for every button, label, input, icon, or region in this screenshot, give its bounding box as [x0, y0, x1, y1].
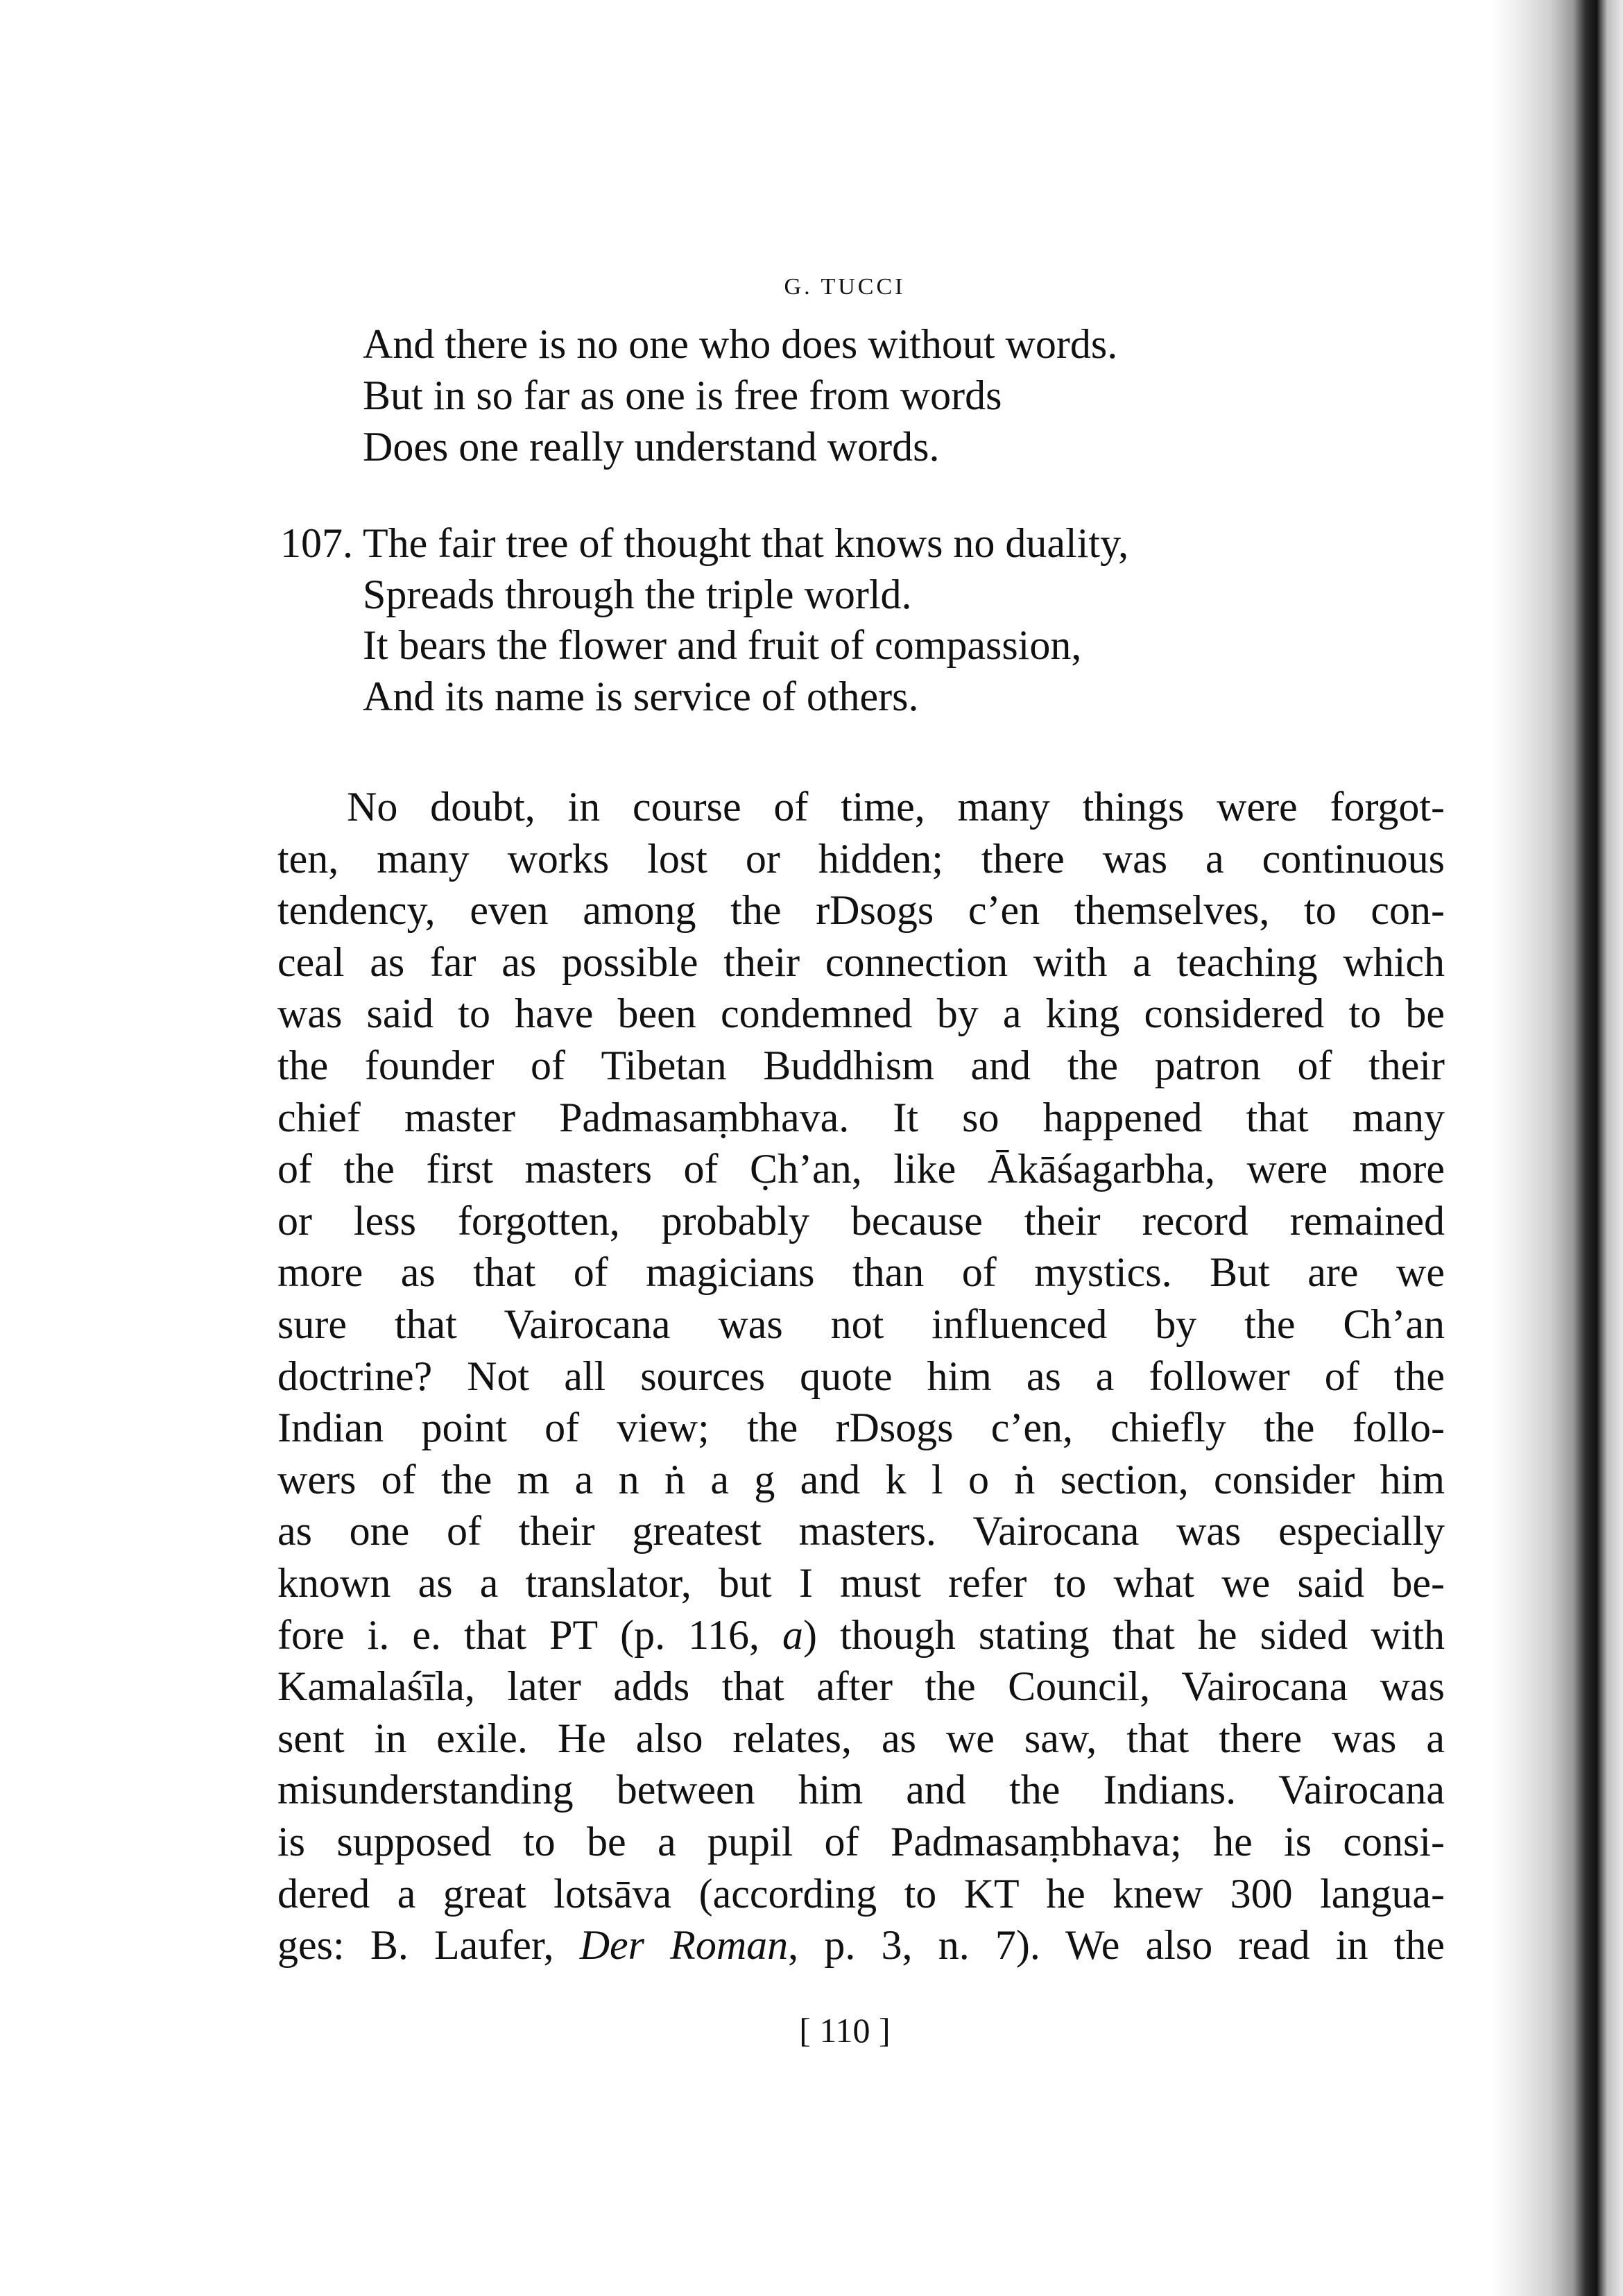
paragraph-line: wers of the m a n ṅ a g and k l o ṅ section, consider him: [277, 1456, 1445, 1502]
paragraph-line: Kamalaśīla, later adds that after the Council, Vairocana was: [277, 1663, 1445, 1710]
paragraph-line: known as a translator, but I must refer to what we said be-: [277, 1560, 1445, 1606]
paragraph-line: ten, many works lost or hidden; there was a continuous: [277, 835, 1445, 882]
verse-line: But in so far as one is free from words: [363, 372, 1002, 418]
verse-number: 107.: [280, 520, 353, 566]
paragraph-line: dered a great lotsāva (according to KT he knew 300 langua-: [277, 1870, 1445, 1917]
paragraph-line: misunderstanding between him and the Indians. Vairocana: [277, 1767, 1445, 1813]
scan-binding-shadow: [1491, 0, 1623, 2296]
paragraph-line: sure that Vairocana was not influenced by the Ch’an: [277, 1301, 1445, 1347]
paragraph-line: of the first masters of C̣h’an, like Ākāśagarbha, were more: [277, 1146, 1445, 1192]
page-number: [ 110 ]: [799, 2011, 891, 2050]
verse-line: Spreads through the triple world.: [363, 572, 912, 617]
paragraph-line: was said to have been condemned by a king considered to be: [277, 991, 1445, 1037]
paragraph-line: sent in exile. He also relates, as we saw, that there was a: [277, 1715, 1445, 1761]
paragraph-line: is supposed to be a pupil of Padmasaṃbhava; he is consi-: [277, 1819, 1445, 1865]
verse-line: And there is no one who does without words.: [363, 321, 1118, 367]
verse-line: The fair tree of thought that knows no duality,: [363, 520, 1129, 566]
paragraph-line: more as that of magicians than of mystics. But are we: [277, 1249, 1445, 1296]
verse-line: It bears the flower and fruit of compassion,: [363, 622, 1082, 668]
paragraph-line: No doubt, in course of time, many things were forgot-: [347, 784, 1445, 830]
paragraph-line: the founder of Tibetan Buddhism and the patron of their: [277, 1043, 1445, 1088]
paragraph-line: doctrine? Not all sources quote him as a follower of the: [277, 1353, 1445, 1399]
paragraph-line: tendency, even among the rDsogs c’en themselves, to con-: [277, 887, 1445, 934]
paragraph-line: ceal as far as possible their connection with a teaching which: [277, 939, 1445, 985]
paragraph-line: ges: B. Laufer, Der Roman, p. 3, n. 7). We also read in the: [277, 1922, 1445, 1969]
verse-line: And its name is service of others.: [363, 674, 919, 719]
paragraph-line: Indian point of view; the rDsogs c’en, chiefly the follo-: [277, 1405, 1445, 1451]
paragraph-line: or less forgotten, probably because their record remained: [277, 1197, 1445, 1244]
running-head: G. TUCCI: [784, 274, 906, 300]
paragraph-line: as one of their greatest masters. Vairocana was especially: [277, 1508, 1445, 1554]
paragraph-line: chief master Padmasaṃbhava. It so happened that many: [277, 1094, 1445, 1140]
verse-line: Does one really understand words.: [363, 424, 940, 470]
paragraph-line: fore i. e. that PT (p. 116, a) though stating that he sided with: [277, 1611, 1445, 1658]
